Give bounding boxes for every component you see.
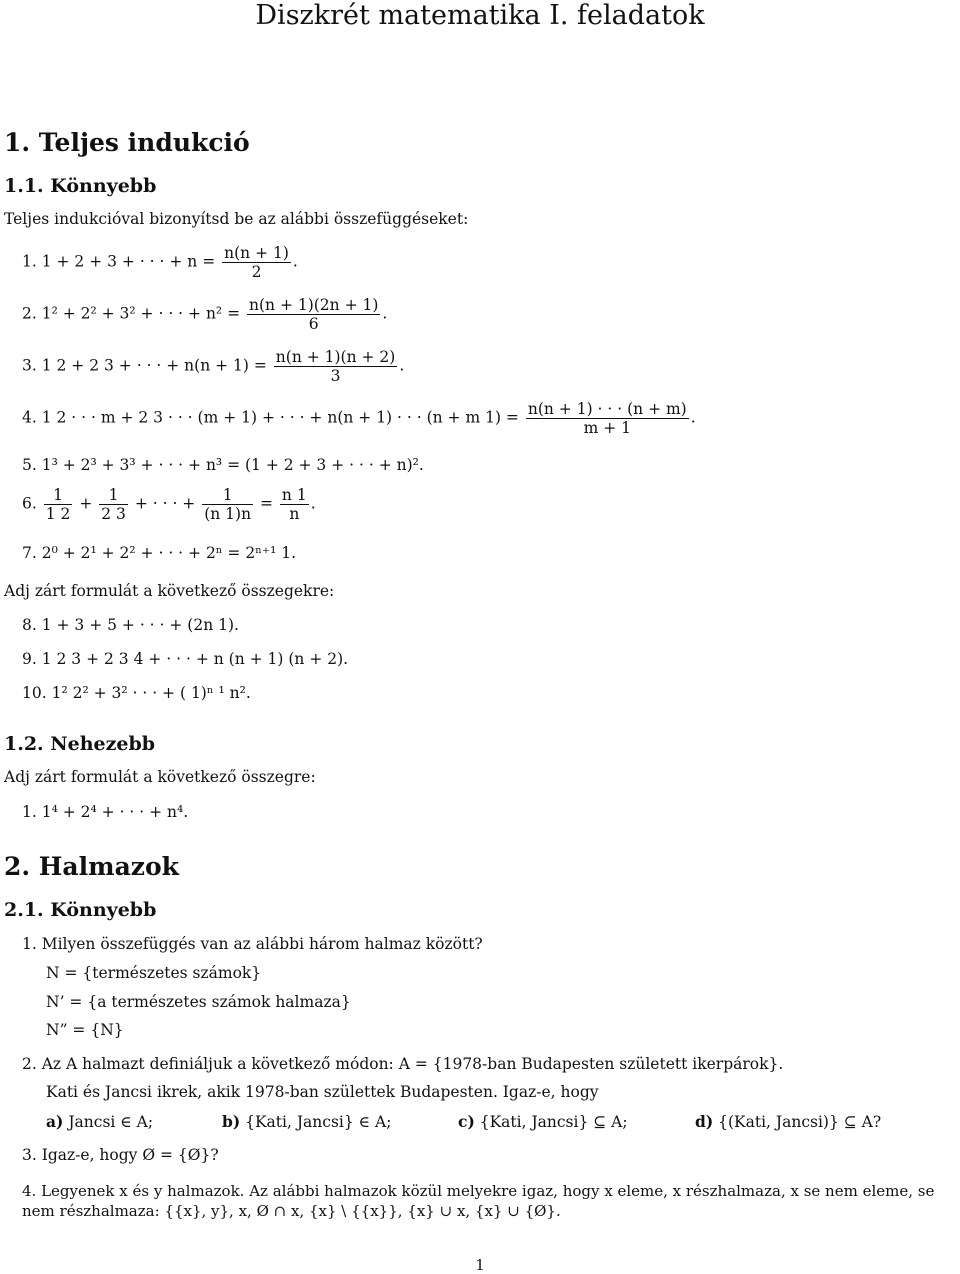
fraction-denominator: n — [280, 504, 309, 523]
page-number: 1 — [475, 1256, 485, 1274]
exercise-4-lhs: 4. 1 2 · · · m + 2 3 · · · (m + 1) + · · · + n(n + 1) · · · (n + m 1) = — [22, 408, 519, 427]
exercise-4: 4. 1 2 · · · m + 2 3 · · · (m + 1) + · · · + n(n + 1) · · · (n + m 1) = $\frac{n(n + 1) \cdot \cdot \cdot (n + m)}{m + 1}$ . — [22, 400, 696, 437]
fraction-denominator: 2 3 — [101, 505, 126, 523]
fraction-denominator: 1 2 — [45, 505, 71, 523]
exercise-6-fraction-2 — [99, 486, 128, 523]
subsection-heading-easier: 1.1. Könnyebb — [4, 175, 157, 197]
exercise-3-fraction — [274, 348, 398, 385]
fraction-numerator: 1 — [108, 486, 119, 504]
sets-question-2-context: Kati és Jancsi ikrek, akik 1978-ban születtek Budapesten. Igaz-e, hogy — [46, 1083, 599, 1101]
option-b-text: {Kati, Jancsi} ∈ A; — [245, 1113, 392, 1131]
set-definition-n-double-prime: N” = {N} — [46, 1021, 124, 1039]
sets-question-1: 1. Milyen összefüggés van az alábbi három halmaz között? — [22, 935, 483, 953]
exercise-7: 7. 2⁰ + 2¹ + 2² + · · · + 2ⁿ = 2ⁿ⁺¹ 1. — [22, 544, 297, 562]
fraction-numerator: 1 — [222, 486, 233, 504]
fraction-numerator: 1 — [53, 486, 63, 504]
document-title: Diszkrét matematika I. feladatok — [255, 0, 705, 31]
exercise-3: 3. 1 2 + 2 3 + · · · + n(n + 1) = $\frac{n(n + 1)(n + 2)}{3}$ . — [22, 348, 405, 385]
closed-form-intro-2: Adj zárt formulát a következő összegre: — [4, 768, 316, 786]
exercise-6-fraction-1 — [44, 486, 73, 523]
sets-question-2: 2. Az A halmazt definiáljuk a következő módon: A = {1978-ban Budapesten született ikerpárok}. — [22, 1055, 784, 1073]
harder-exercise-1: 1. 1⁴ + 2⁴ + · · · + n⁴. — [22, 803, 189, 821]
fraction-denominator: (n 1)n — [204, 505, 252, 523]
option-d-text: {(Kati, Jancsi)} ⊆ A? — [718, 1113, 882, 1131]
fraction-numerator: n 1 — [281, 486, 307, 504]
option-d-label: d) — [695, 1112, 714, 1131]
option-a-text: Jancsi ∈ A; — [68, 1113, 154, 1131]
exercise-6-label: 6. — [22, 494, 37, 513]
fraction-numerator: n(n + 1) — [224, 244, 289, 262]
fraction-denominator: m + 1 — [526, 418, 689, 437]
sets-question-4-line-1: 4. Legyenek x és y halmazok. Az alábbi halmazok közül melyekre igaz, hogy x eleme, x részhalmaza, x se nem eleme, se — [22, 1182, 935, 1200]
option-a — [46, 1112, 153, 1131]
option-b-label: b) — [222, 1112, 241, 1131]
exercise-2-lhs: 2. 1² + 2² + 3² + · · · + n² = — [22, 304, 241, 323]
exercise-9: 9. 1 2 3 + 2 3 4 + · · · + n (n + 1) (n + 2). — [22, 650, 349, 668]
set-definition-n: N = {természetes számok} — [46, 964, 262, 982]
subsection-heading-harder: 1.2. Nehezebb — [4, 733, 156, 755]
exercise-6-result-fraction — [280, 486, 309, 523]
exercise-1-lhs: 1. 1 + 2 + 3 + · · · + n = — [22, 252, 216, 271]
section-heading-induction: 1. Teljes indukció — [4, 128, 250, 157]
exercise-4-fraction — [526, 400, 689, 437]
exercise-2-fraction — [247, 296, 380, 333]
option-c — [458, 1112, 628, 1131]
exercise-1-fraction — [222, 244, 291, 281]
sets-question-4-line-2: nem részhalmaza: {{x}, y}, x, Ø ∩ x, {x} \ {{x}}, {x} ∪ x, {x} ∪ {Ø}. — [22, 1202, 561, 1220]
fraction-numerator: n(n + 1)(n + 2) — [275, 348, 396, 366]
fraction-denominator: 3 — [274, 366, 398, 385]
exercise-6-fraction-3 — [202, 486, 253, 523]
subsection-heading-sets-easier: 2.1. Könnyebb — [4, 899, 157, 921]
option-b — [222, 1112, 391, 1131]
fraction-numerator: n(n + 1) · · · (n + m) — [527, 400, 687, 418]
exercise-10: 10. 1² 2² + 3² · · · + ( 1)ⁿ ¹ n². — [22, 684, 251, 702]
set-definition-n-prime: N’ = {a természetes számok halmaza} — [46, 993, 351, 1011]
exercise-5: 5. 1³ + 2³ + 3³ + · · · + n³ = (1 + 2 + 3 + · · · + n)². — [22, 456, 424, 474]
fraction-denominator: 6 — [247, 314, 380, 333]
fraction-numerator: n(n + 1)(2n + 1) — [249, 296, 379, 314]
closed-form-intro: Adj zárt formulát a következő összegekre: — [4, 582, 335, 600]
option-d — [695, 1112, 881, 1131]
option-a-label: a) — [46, 1112, 64, 1131]
sets-question-3: 3. Igaz-e, hogy Ø = {Ø}? — [22, 1146, 219, 1164]
exercise-2: 2. 1² + 2² + 3² + · · · + n² = $\frac{n(n + 1)(2n + 1)}{6}$ . — [22, 296, 388, 333]
exercise-6: 6. $\frac{1}{1 2}$ + $\frac{1}{2 3}$ + · · · + $\frac{1}{(n 1)n}$ = $\frac{n 1}{n}$ . — [22, 486, 316, 523]
option-c-text: {Kati, Jancsi} ⊆ A; — [479, 1113, 628, 1131]
fraction-denominator: 2 — [222, 262, 291, 281]
intro-text: Teljes indukcióval bizonyítsd be az alábbi összefüggéseket: — [4, 210, 469, 228]
section-heading-sets: 2. Halmazok — [4, 852, 179, 881]
exercise-1: 1. 1 + 2 + 3 + · · · + n = $\frac{n(n + 1)}{2}$ . — [22, 244, 298, 281]
exercise-8: 8. 1 + 3 + 5 + · · · + (2n 1). — [22, 616, 239, 634]
exercise-3-lhs: 3. 1 2 + 2 3 + · · · + n(n + 1) = — [22, 356, 267, 375]
option-c-label: c) — [458, 1112, 475, 1131]
